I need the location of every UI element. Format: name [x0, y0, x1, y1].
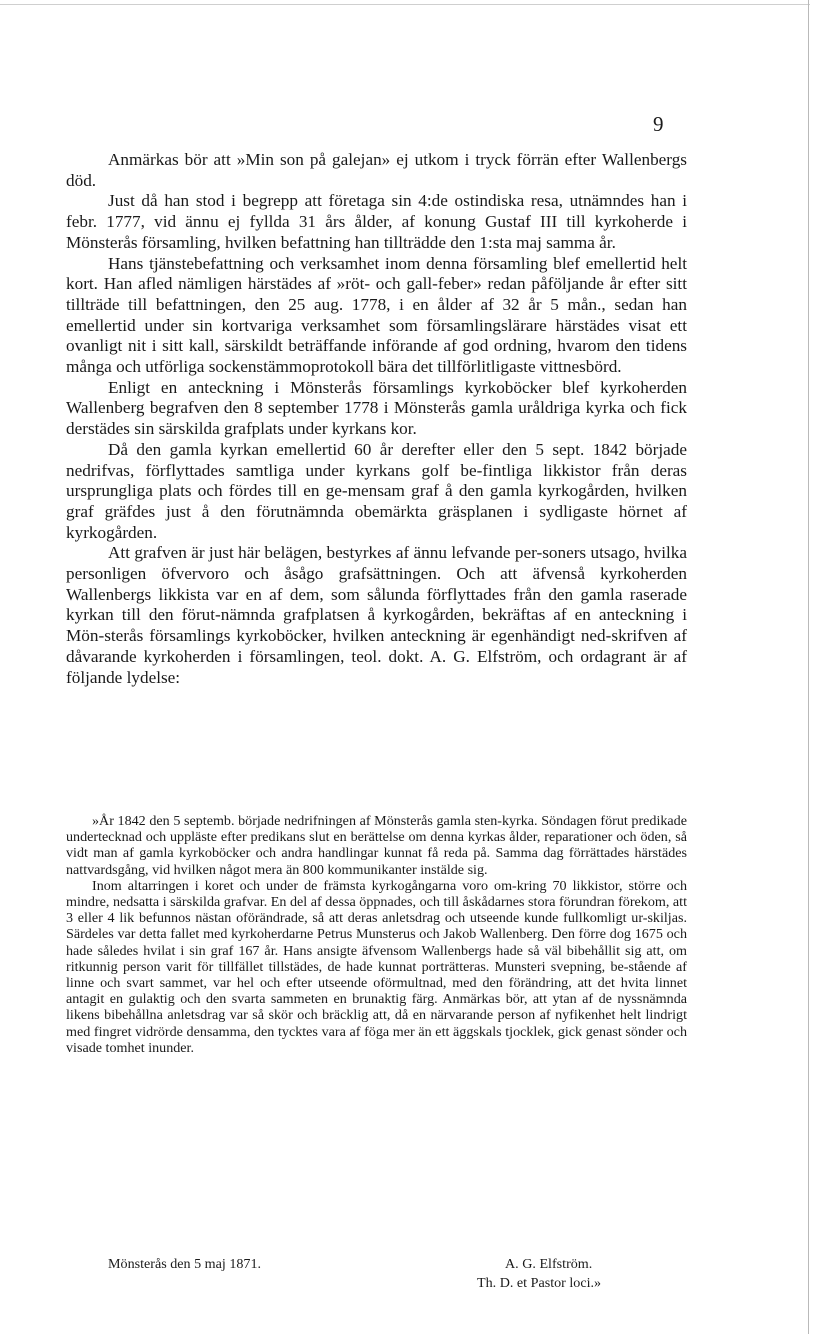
- paragraph: Enligt en anteckning i Mönsterås församlings kyrkoböcker blef kyrkoherden Wallenberg begrafven den 8 september 1778 i Mönsterås gamla uråldriga kyrka och fick derstädes sin särskilda grafplats under kyrkans kor.: [66, 377, 687, 439]
- top-scan-edge: [0, 4, 810, 5]
- signature-block: [470, 1255, 601, 1293]
- quote-paragraph: Inom altarringen i koret och under de främsta kyrkogångarna voro om-kring 70 likkistor, större och mindre, nedsatta i särskilda grafvar. En del af dessa öppnades, och till åskådarnes stora förundran förekom, att 3 eller 4 lik befunnos nästan oförändrade, så att deras anletsdrag och utseende kunde fullkomligt ur-skiljas. Särdeles var detta fallet med kyrkoherdarne Petrus Munsterus och Jakob Wallenberg. Den förre dog 1675 och hade således hvilat i sin graf 167 år. Hans ansigte äfvensom Wallenbergs hade så väl bibehållit sig att, om ritkunnig person varit för tillfället tillstädes, de hade kunnat porträtteras. Munsteri svepning, be-stående af linne och svart sammet, var hel och efter utseende oförmultnad, med den förändring, att det hvita linnet antagit en gulaktig och den svarta sammeten en brunaktig färg. Anmärkas bör, att ytan af de nyssnämnda likens bibehållna anletsdrag var så skör och bräcklig att, då en närvarande person af nyfikenhet helt lindrigt med fingret vidrörde densamma, den tycktes vara af föga mer än ett äggskals tjocklek, gick genast sönder och visade tomhet inunder.: [66, 877, 687, 1056]
- main-text: [66, 150, 687, 688]
- paragraph: Att grafven är just här belägen, bestyrkes af ännu lefvande per-soners utsago, hvilka personligen öfvervoro och åsågo grafsättningen. Och att äfvenså kyrkoherden Wallenbergs likkista var en af dem, som sålunda förflyttades från den gamla raserade kyrkan till den förut-nämnda grafplatsen å kyrkogården, bekräftas af en anteckning i Mön-sterås församlings kyrkoböcker, hvilken anteckning är egenhändigt ned-skrifven af dåvarande kyrkoherden i församlingen, teol. dokt. A. G. Elfström, och ordagrant är af följande lydelse:: [66, 543, 687, 687]
- page-number: 9: [653, 112, 664, 136]
- signature-name: A. G. Elfström.: [505, 1256, 593, 1272]
- paragraph: Anmärkas bör att »Min son på galejan» ej utkom i tryck förrän efter Wallenbergs död.: [66, 150, 687, 190]
- paragraph: Hans tjänstebefattning och verksamhet inom denna församling blef emellertid helt kort. Han afled nämligen härstädes af »röt- och gall-feber» redan påföljande år efter sitt tillträde till befattningen, den 25 aug. 1778, i en ålder af 32 år 5 mån., sedan han emellertid under sin kortvariga verksamhet som församlingslärare härstädes visat ett ovanligt nit i sitt kall, särskildt beträffande införande af god ordning, hvarom den tidens många och utförliga sockenstämmoprotokoll bära det tillförlitligaste vittnesbörd.: [66, 253, 687, 377]
- signature-title: Th. D. et Pastor loci.»: [477, 1275, 602, 1291]
- quote-paragraph: »År 1842 den 5 septemb. började nedrifningen af Mönsterås gamla sten-kyrka. Söndagen förut predikade undertecknad och uppläste efter predikans slut en berättelse om denna kyrkas ålder, reparationer och öden, så vidt man af gamla kyrkoböcker och andra handlingar kunnat få reda på. Samma dag förrättades härstädes nattvardsgång, vid hvilken något mera än 800 kommunikanter instälde sig.: [66, 813, 687, 878]
- quoted-record: [66, 813, 687, 1056]
- place-date-line: Mönsterås den 5 maj 1871.: [108, 1256, 262, 1272]
- paragraph: Just då han stod i begrepp att företaga sin 4:de ostindiska resa, utnämndes han i febr. 1777, vid ännu ej fyllda 31 års ålder, af konung Gustaf III till kyrkoherde i Mönsterås församling, hvilken befattning han tillträdde den 1:sta maj samma år.: [66, 191, 687, 252]
- right-scan-edge: [808, 0, 809, 1334]
- paragraph: Då den gamla kyrkan emellertid 60 år derefter eller den 5 sept. 1842 började nedrifvas, förflyttades samtliga under kyrkans golf be-fintliga likkistor från deras ursprungliga plats och fördes till en ge-mensam graf å den gamla kyrkogården, hvilken graf gräfdes just å den förutnämnda obemärkta gräsplanen i sydligaste hörnet af kyrkogården.: [66, 439, 687, 542]
